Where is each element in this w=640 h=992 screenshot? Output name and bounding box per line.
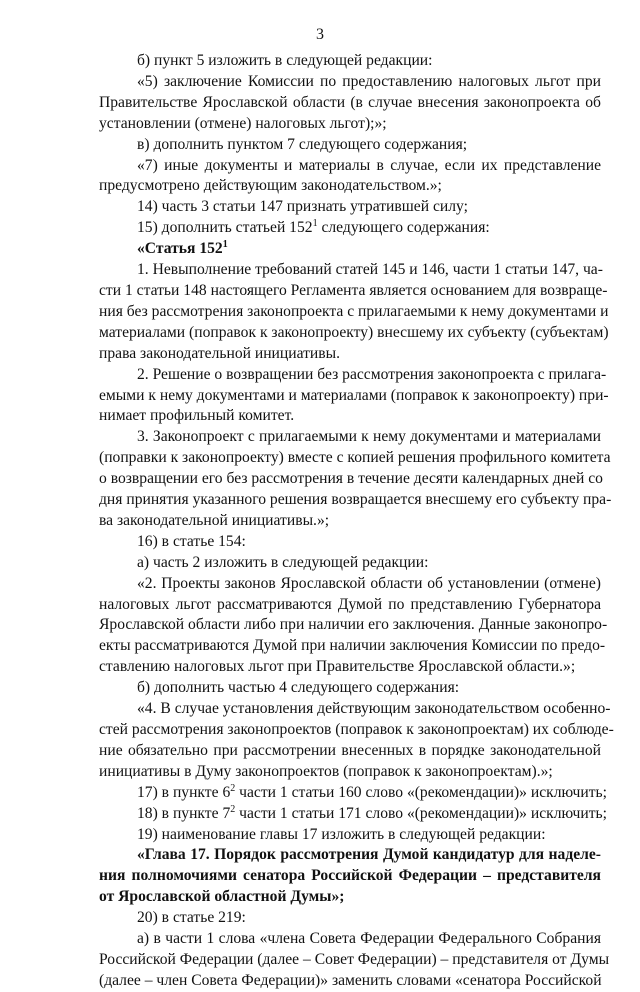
text-line: 1. Невыполнение требований статей 145 и 146, части 1 статьи 147, ча-: [137, 261, 603, 279]
text-line: 15) дополнить статьей $152^1$ следующего содержания:: [137, 218, 490, 237]
text-line: 2. Решение о возвращении без рассмотрения законопроекта с прилага-: [137, 365, 607, 383]
text-line: а) часть 2 изложить в следующей редакции:: [137, 553, 429, 571]
page-number: 3: [316, 26, 324, 43]
text-line: 19) наименование главы 17 изложить в следующей редакции:: [137, 825, 546, 843]
text-line: Ярославской области либо при наличии его заключения. Данные законопро-: [99, 616, 608, 634]
text-line: екты рассматриваются Думой при наличии заключения Комиссии по предо-: [99, 637, 606, 655]
text-line: б) дополнить частью 4 следующего содержания:: [137, 679, 460, 697]
text-line: ния полномочиями сенатора Российской Федерации – представителя: [99, 867, 601, 885]
text-line: налоговых льгот рассматриваются Думой по представлению Губернатора: [99, 595, 601, 613]
text-line: 17) в пункте $6^2$ части 1 статьи 160 слово «(рекомендации)» исключить;: [137, 782, 607, 801]
text-line: сти 1 статьи 148 настоящего Регламента является основанием для возвраще-: [99, 281, 608, 299]
text-line: 18) в пункте $7^2$ части 1 статьи 171 слово «(рекомендации)» исключить;: [137, 803, 607, 822]
text-line: емыми к нему документами и материалами (поправок к законопроекту) при-: [99, 386, 609, 404]
text-line: «7) иные документы и материалы в случае, если их представление: [137, 156, 601, 174]
text-line: о возвращении его без рассмотрения в течение десяти календарных дней со: [99, 470, 603, 488]
text-line: Российской Федерации (далее – Совет Федерации) – представителя от Думы: [99, 950, 610, 968]
text-line: ставлению налоговых льгот при Правительстве Ярославской области.»;: [99, 658, 576, 676]
text-line: (далее – член Совета Федерации)» заменить словами «сенатора Российской: [99, 971, 602, 989]
text-line: права законодательной инициативы.: [99, 344, 341, 362]
text-line: 3. Законопроект с прилагаемыми к нему документами и материалами: [137, 428, 601, 446]
text-line: инициативы в Думу законопроектов (поправок к законопроектам).»;: [99, 762, 553, 780]
text-line: «2. Проекты законов Ярославской области об установлении (отмене): [137, 574, 601, 592]
body-text: [99, 51, 614, 992]
text-line: нимает профильный комитет.: [99, 407, 295, 425]
text-line: материалами (поправок к законопроекту) внесшему их субъекту (субъектам): [99, 323, 609, 341]
text-line: установлении (отмене) налоговых льгот);»;: [99, 114, 387, 132]
text-line: ние обязательно при рассмотрении внесенных в порядке законодательной: [99, 741, 601, 759]
text-line: дня принятия указанного решения возвращается внесшему его субъекту пра-: [99, 491, 612, 509]
text-line: а) в части 1 слова «члена Совета Федерации Федерального Собрания: [137, 930, 601, 948]
text-line: стей рассмотрения законопроектов (поправок к законопроектам) их соблюде-: [99, 721, 614, 738]
text-line: «Глава 17. Порядок рассмотрения Думой кандидатур для наделе-: [137, 846, 601, 864]
text-line: предусмотрено действующим законодательством.»;: [99, 177, 442, 195]
text-line: (поправки к законопроекту) вместе с копией решения профильного комитета: [99, 449, 611, 467]
text-line: от Ярославской областной Думы»;: [99, 888, 345, 906]
text-line: «Статья $152^1$: [137, 239, 228, 258]
text-line: б) пункт 5 изложить в следующей редакции:: [137, 52, 433, 69]
text-line: ния без рассмотрения законопроекта с прилагаемыми к нему документами и: [99, 302, 609, 320]
text-line: 16) в статье 154:: [137, 532, 246, 550]
text-line: 20) в статье 219:: [137, 909, 246, 927]
text-line: ва законодательной инициативы.»;: [99, 511, 330, 529]
text-line: в) дополнить пунктом 7 следующего содержания;: [137, 135, 468, 153]
text-line: Правительстве Ярославской области (в случае внесения законопроекта об: [99, 93, 601, 111]
text-line: 14) часть 3 статьи 147 признать утратившей силу;: [137, 198, 468, 216]
text-line: «4. В случае установления действующим законодательством особенно-: [137, 700, 611, 718]
text-line: «5) заключение Комиссии по предоставлению налоговых льгот при: [137, 72, 601, 90]
